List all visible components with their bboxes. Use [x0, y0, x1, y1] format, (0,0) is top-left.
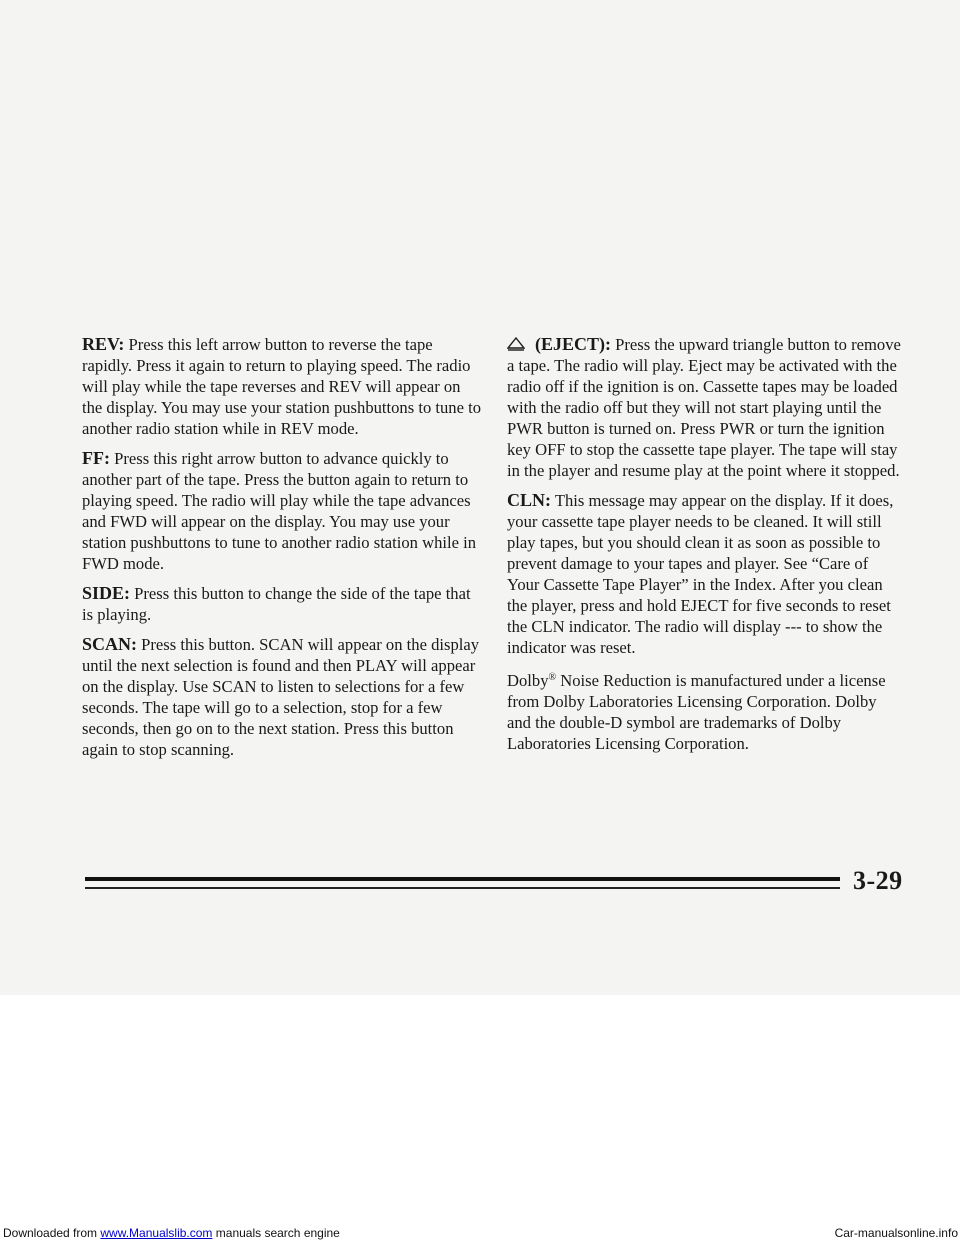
footer-rule-thick	[85, 877, 840, 881]
left-column	[82, 334, 482, 769]
footer-suffix: manuals search engine	[212, 1226, 340, 1240]
ff-text: Press this right arrow button to advance quickly to another part of the tape. Press the button again to return to playing speed. The radio will play while the tape advances and FWD will appear on the display. You may use your station pushbuttons to tune to another radio station while in FWD mode.	[82, 449, 477, 573]
ff-paragraph	[82, 448, 482, 574]
cln-text: This message may appear on the display. If it does, your cassette tape player needs to be cleaned. It will still play tapes, but you should clean it as soon as possible to prevent damage to your tapes and player. See “Care of Your Cassette Tape Player” in the Index. After you clean the player, press and hold EJECT for five seconds to reset the CLN indicator. The radio will display --- to show the indicator was reset.	[507, 491, 894, 657]
side-paragraph	[82, 583, 482, 625]
eject-triangle-icon	[507, 337, 525, 351]
scan-text: Press this button. SCAN will appear on the display until the next selection is found and then PLAY will appear on the display. Use SCAN to listen to selections for a few seconds. The tape will go to a selection, stop for a few seconds, then go on to the next station. Press this button again to stop scanning.	[82, 635, 480, 759]
scan-term: SCAN:	[82, 634, 138, 654]
download-footer	[0, 1224, 960, 1242]
rev-paragraph	[82, 334, 482, 439]
footer-left	[3, 1224, 340, 1242]
footer-right-watermark: Car-manualsonline.info	[834, 1226, 958, 1240]
manualslib-link[interactable]: www.Manualslib.com	[100, 1226, 213, 1240]
side-term: SIDE:	[82, 583, 131, 603]
dolby-text: Noise Reduction is manufactured under a license from Dolby Laboratories Licensing Corporation. Dolby and the double-D symbol are trademarks of Dolby Laboratories Licensing Corporation.	[507, 671, 886, 753]
dolby-paragraph	[507, 667, 903, 754]
ff-term: FF:	[82, 448, 110, 468]
eject-term: (EJECT):	[535, 334, 611, 354]
registered-mark: ®	[548, 672, 557, 683]
side-text: Press this button to change the side of the tape that is playing.	[82, 584, 471, 624]
scan-paragraph	[82, 634, 482, 760]
cln-paragraph	[507, 490, 903, 658]
footer-prefix: Downloaded from	[3, 1226, 101, 1240]
cln-term: CLN:	[507, 490, 551, 510]
dolby-prefix: Dolby	[507, 671, 549, 690]
right-column	[507, 334, 903, 763]
rev-text: Press this left arrow button to reverse the tape rapidly. Press it again to return to playing speed. The radio will play while the tape reverses and REV will appear on the display. You may use your station pushbuttons to tune to another radio station while in REV mode.	[82, 335, 482, 438]
rev-term: REV:	[82, 334, 125, 354]
eject-paragraph	[507, 334, 903, 481]
footer-rule-thin	[85, 887, 840, 889]
eject-text: Press the upward triangle button to remove a tape. The radio will play. Eject may be activated with the radio off if the ignition is on. Cassette tapes may be loaded with the radio off but they will not start playing until the PWR button is turned on. Press PWR or turn the ignition key OFF to stop the cassette tape player. The tape will stay in the player and resume play at the point where it stopped.	[507, 335, 901, 480]
page-number: 3-29	[853, 866, 903, 895]
